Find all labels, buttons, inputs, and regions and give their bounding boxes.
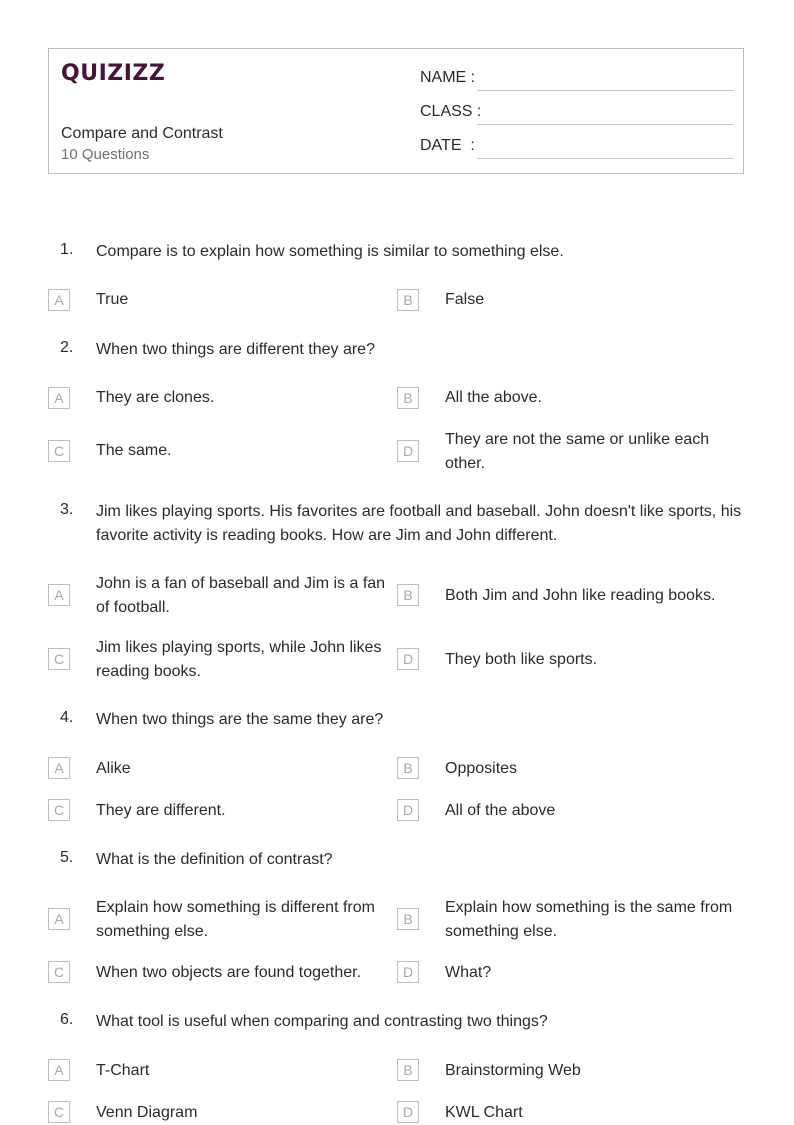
option-text: John is a fan of baseball and Jim is a fan of football. <box>96 575 386 616</box>
date-line[interactable] <box>477 158 734 159</box>
question-number: 1. <box>60 241 74 258</box>
option-text: Jim likes playing sports, while John likes reading books. <box>96 639 382 680</box>
option-box[interactable]: B <box>397 289 419 311</box>
option-text: Both Jim and John like reading books. <box>445 587 716 604</box>
option-box[interactable]: D <box>397 961 419 983</box>
option-box[interactable]: A <box>48 757 70 779</box>
question-text: When two things are different they are? <box>96 341 375 358</box>
option-text: True <box>96 291 129 308</box>
option-text: Explain how something is different from something else. <box>96 899 375 940</box>
option-box[interactable]: D <box>397 1101 419 1123</box>
question-text: Jim likes playing sports. His favorites are football and baseball. John doesn't like sports, his favorite activity is reading books. How are Jim and John different. <box>96 503 742 544</box>
option-text: When two objects are found together. <box>96 964 362 981</box>
option-box[interactable]: C <box>48 1101 70 1123</box>
option-text: Venn Diagram <box>96 1104 198 1121</box>
option-box[interactable]: B <box>397 757 419 779</box>
option-box[interactable]: B <box>397 1059 419 1081</box>
option-box[interactable]: D <box>397 799 419 821</box>
question-number: 4. <box>60 709 74 726</box>
question-number: 2. <box>60 339 74 356</box>
question-text: What tool is useful when comparing and contrasting two things? <box>96 1013 548 1030</box>
option-box[interactable]: A <box>48 584 70 606</box>
option-text: They are clones. <box>96 389 215 406</box>
question-text: Compare is to explain how something is similar to something else. <box>96 243 564 260</box>
option-text: All the above. <box>445 389 542 406</box>
option-box[interactable]: B <box>397 387 419 409</box>
option-text: What? <box>445 964 492 981</box>
option-text: They are different. <box>96 802 226 819</box>
option-text: They both like sports. <box>445 651 598 668</box>
option-box[interactable]: C <box>48 961 70 983</box>
question-count: 10 Questions <box>61 146 150 163</box>
option-text: False <box>445 291 485 308</box>
class-field[interactable] <box>420 101 734 125</box>
name-line[interactable] <box>477 90 734 91</box>
question-text: What is the definition of contrast? <box>96 851 333 868</box>
option-box[interactable]: C <box>48 799 70 821</box>
option-text: Alike <box>96 760 131 777</box>
option-box[interactable]: B <box>397 908 419 930</box>
class-label: CLASS : <box>420 103 482 120</box>
option-text: T-Chart <box>96 1062 150 1079</box>
option-box[interactable]: C <box>48 440 70 462</box>
option-text: They are not the same or unlike each other. <box>445 431 710 472</box>
option-text: All of the above <box>445 802 556 819</box>
option-box[interactable]: D <box>397 648 419 670</box>
option-box[interactable]: C <box>48 648 70 670</box>
option-text: The same. <box>96 442 172 459</box>
logo-text: QUIZIZZ <box>61 60 166 86</box>
option-box[interactable]: A <box>48 387 70 409</box>
name-field[interactable] <box>420 67 734 91</box>
date-label: DATE : <box>420 137 475 154</box>
option-text: Opposites <box>445 760 518 777</box>
worksheet-title: Compare and Contrast <box>61 125 223 142</box>
question-number: 5. <box>60 849 74 866</box>
option-box[interactable]: A <box>48 1059 70 1081</box>
option-text: KWL Chart <box>445 1104 523 1121</box>
question-text: When two things are the same they are? <box>96 711 384 728</box>
option-box[interactable]: A <box>48 908 70 930</box>
option-box[interactable]: D <box>397 440 419 462</box>
option-box[interactable]: B <box>397 584 419 606</box>
class-line[interactable] <box>477 124 734 125</box>
option-box[interactable]: A <box>48 289 70 311</box>
name-label: NAME : <box>420 69 476 86</box>
worksheet-header <box>48 48 744 174</box>
date-field[interactable] <box>420 135 734 159</box>
question-number: 3. <box>60 501 74 518</box>
option-text: Brainstorming Web <box>445 1062 581 1079</box>
quizizz-logo <box>61 61 165 85</box>
option-text: Explain how something is the same from something else. <box>445 899 733 940</box>
question-number: 6. <box>60 1011 74 1028</box>
